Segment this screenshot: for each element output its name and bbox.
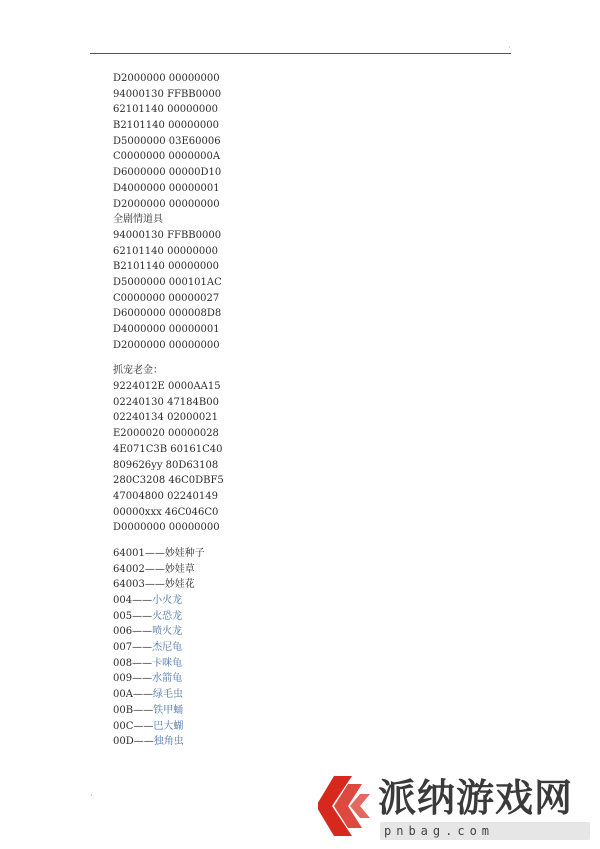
pokemon-code: 00D — [113, 736, 134, 748]
code-line: C0000000 00000027 — [113, 292, 220, 304]
pokemon-code: 64002 — [113, 563, 145, 575]
watermark-brand: 派纳游戏网 — [378, 776, 574, 820]
pokemon-code: 005 — [113, 610, 133, 622]
spacer — [113, 536, 433, 546]
pokemon-code: 00A — [113, 689, 133, 701]
section-title-catch-gold: 抓宠老金： — [113, 365, 163, 377]
watermark-logo — [318, 772, 593, 844]
code-line: D4000000 00000001 — [113, 324, 220, 335]
pokemon-name: 巴大蝴 — [153, 720, 184, 732]
code-line: B2101140 00000000 — [113, 261, 219, 273]
corner-mark-bottom: · — [90, 791, 93, 800]
pokemon-dash: —— — [132, 673, 153, 685]
code-line: D0000000 00000000 — [113, 522, 220, 534]
pokemon-code: 008 — [113, 657, 133, 669]
pokemon-entry — [113, 734, 433, 750]
pokemon-name: 水箭龟 — [152, 673, 183, 685]
code-line: 809626yy 80D63108 — [113, 459, 219, 471]
code-block-2 — [113, 228, 433, 354]
code-line: 02240134 02000021 — [113, 412, 218, 424]
pokemon-dash: —— — [132, 657, 153, 669]
code-line: 94000130 FFBB0000 — [113, 88, 222, 100]
corner-mark-top: · — [508, 43, 511, 52]
code-line: D2000000 00000000 — [113, 73, 220, 84]
pokemon-entry — [113, 719, 433, 735]
pokemon-entry — [113, 562, 433, 578]
pokemon-dash: —— — [133, 736, 154, 748]
pokemon-name: 妙娃草 — [164, 563, 195, 575]
code-line: D5000000 03E60006 — [113, 135, 221, 147]
code-line: D6000000 00000D10 — [113, 167, 222, 179]
spacer — [113, 353, 433, 363]
pokemon-dash: —— — [132, 610, 153, 622]
code-line: E2000020 00000028 — [113, 428, 219, 440]
code-line: 62101140 00000000 — [113, 104, 218, 116]
pokemon-list — [113, 546, 433, 750]
pokemon-dash: —— — [133, 720, 154, 732]
pokemon-name: 杰尼龟 — [152, 642, 183, 654]
pokemon-name: 妙娃种子 — [164, 547, 205, 559]
pokemon-entry — [113, 671, 433, 687]
code-line: 47004800 02240149 — [113, 490, 218, 502]
code-line: 9224012E 0000AA15 — [113, 381, 221, 393]
pokemon-name: 独角虫 — [153, 736, 184, 748]
code-line: 280C3208 46C0DBF5 — [113, 475, 224, 487]
watermark-url: pnbag.com — [384, 824, 495, 838]
code-block-1 — [113, 71, 433, 212]
pokemon-dash: —— — [144, 547, 165, 559]
pokemon-entry — [113, 624, 433, 640]
pokemon-entry — [113, 640, 433, 656]
pokemon-dash: —— — [132, 626, 153, 638]
pokemon-entry — [113, 577, 433, 593]
code-line: 62101140 00000000 — [113, 245, 218, 257]
section-title-plot-items: 全剧情道具 — [113, 214, 163, 226]
code-line: 4E071C3B 60161C40 — [113, 443, 223, 455]
pokemon-code: 00B — [113, 704, 134, 716]
pokemon-entry — [113, 687, 433, 703]
pokemon-entry — [113, 703, 433, 719]
document-body — [113, 71, 433, 750]
code-block-3 — [113, 379, 433, 536]
pokemon-name: 妙娃花 — [164, 579, 195, 591]
code-line: D2000000 00000000 — [113, 339, 220, 351]
code-line: 94000130 FFBB0000 — [113, 229, 222, 241]
code-line: 00000xxx 46C046C0 — [113, 506, 219, 518]
pokemon-dash: —— — [132, 642, 153, 654]
pokemon-entry — [113, 546, 433, 562]
pokemon-dash: —— — [133, 704, 154, 716]
code-line: B2101140 00000000 — [113, 120, 219, 132]
pokemon-dash: —— — [132, 595, 153, 606]
watermark-arrow-icon — [318, 772, 376, 840]
code-line: D6000000 000008D8 — [113, 308, 222, 320]
pokemon-code: 007 — [113, 642, 133, 654]
header-rule — [90, 53, 511, 54]
pokemon-name: 卡咪龟 — [152, 657, 183, 669]
pokemon-entry — [113, 593, 433, 609]
pokemon-code: 006 — [113, 626, 133, 638]
pokemon-name: 铁甲蛹 — [153, 704, 184, 716]
pokemon-code: 00C — [113, 720, 134, 732]
pokemon-code: 009 — [113, 673, 133, 685]
pokemon-entry — [113, 609, 433, 625]
code-line: C0000000 0000000A — [113, 151, 221, 163]
pokemon-code: 64003 — [113, 579, 145, 591]
pokemon-code: 64001 — [113, 547, 145, 559]
pokemon-name: 喷火龙 — [152, 626, 183, 638]
pokemon-dash: —— — [144, 579, 165, 591]
pokemon-name: 火恐龙 — [152, 610, 183, 622]
pokemon-dash: —— — [132, 689, 153, 701]
pokemon-name: 绿毛虫 — [152, 689, 183, 701]
pokemon-name: 小火龙 — [152, 595, 183, 606]
code-line: D2000000 00000000 — [113, 198, 220, 210]
code-line: D5000000 000101AC — [113, 276, 222, 288]
pokemon-entry — [113, 656, 433, 672]
code-line: D4000000 00000001 — [113, 182, 220, 194]
code-line: 02240130 47184B00 — [113, 396, 219, 408]
pokemon-dash: —— — [144, 563, 165, 575]
pokemon-code: 004 — [113, 595, 133, 606]
